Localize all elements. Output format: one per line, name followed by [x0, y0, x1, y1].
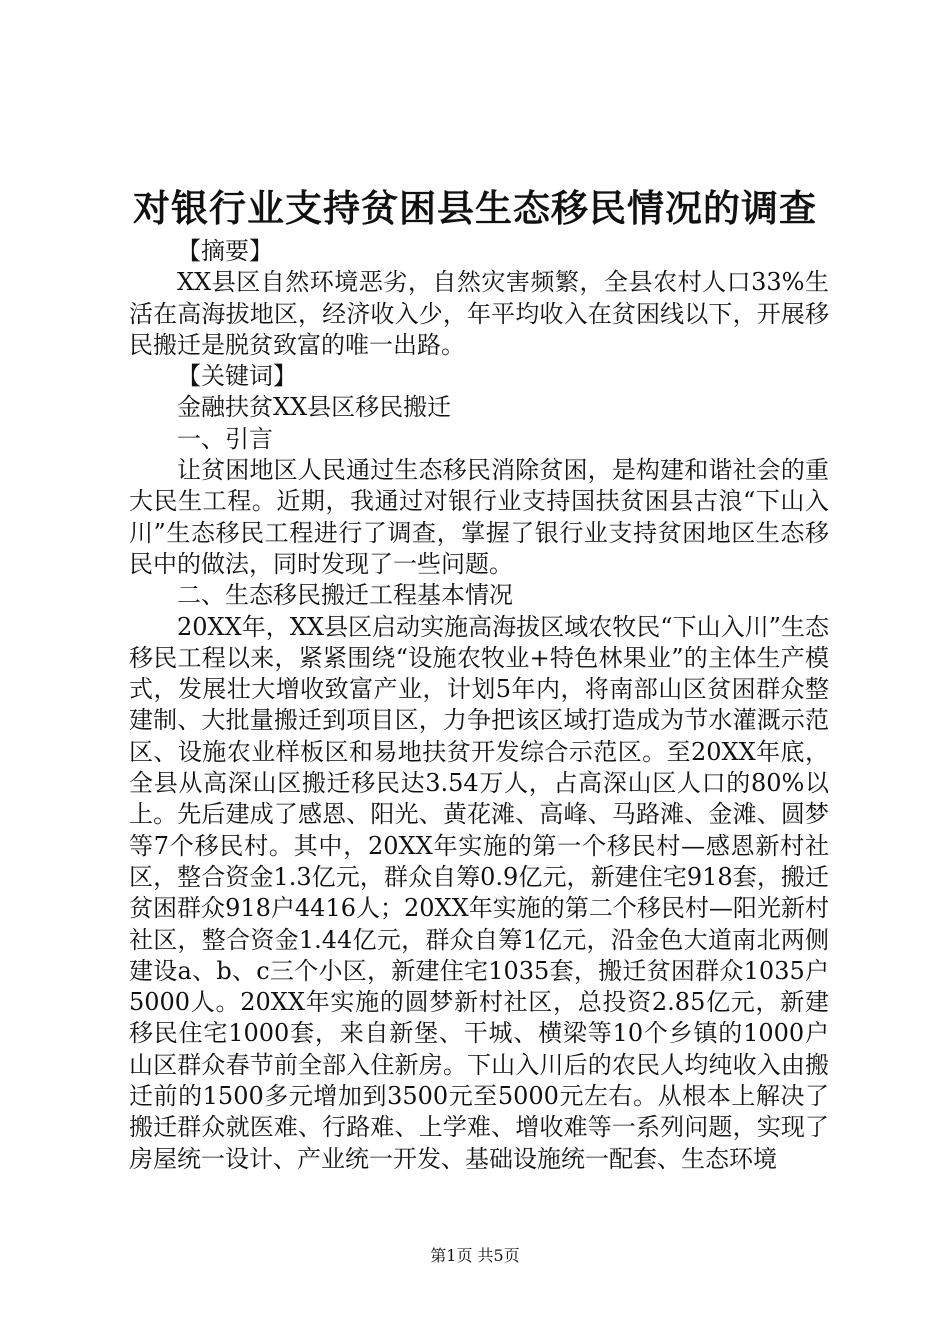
- introduction-paragraph: 让贫困地区人民通过生态移民消除贫困，是构建和谐社会的重大民生工程。近期，我通过对银行业支持国扶贫困县古浪“下山入川”生态移民工程进行了调查，掌握了银行业支持贫困地区生态移民中的做法，同时发现了一些问题。: [129, 456, 829, 578]
- document-body: [129, 236, 829, 1175]
- page-footer: 第1页 共5页: [430, 1246, 520, 1265]
- keywords-heading: 【关键词】: [177, 362, 297, 391]
- section-heading-introduction: 一、引言: [177, 424, 273, 453]
- section-heading-basic-situation: 二、生态移民搬迁工程基本情况: [177, 581, 513, 610]
- basic-situation-paragraph: 20XX年，XX县区启动实施高海拔区域农牧民“下山入川”生态移民工程以来，紧紧围绕“设施农牧业+特色林果业”的主体生产模式，发展壮大增收致富产业，计划5年内，将南部山区贫困群众整建制、大批量搬迁到项目区，力争把该区域打造成为节水灌溉示范区、设施农业样板区和易地扶贫开发综合示范区。至20XX年底，全县从高深山区搬迁移民达3.54万人，占高深山区人口的80%以上。先后建成了感恩、阳光、黄花滩、高峰、马路滩、金滩、圆梦等7个移民村。其中，20XX年实施的第一个移民村—感恩新村社区，整合资金1.3亿元，群众自筹0.9亿元，新建住宅918套，搬迁贫困群众918户4416人；20XX年实施的第二个移民村—阳光新村社区，整合资金1.44亿元，群众自筹1亿元，沿金色大道南北两侧建设a、b、c三个小区，新建住宅1035套，搬迁贫困群众1035户5000人。20XX年实施的圆梦新村社区，总投资2.85亿元，新建移民住宅1000套，来自新堡、干城、横梁等10个乡镇的1000户山区群众春节前全部入住新房。下山入川后的农民人均纯收入由搬迁前的1500多元增加到3500元至5000元左右。从根本上解决了搬迁群众就医难、行路难、上学难、增收难等一系列问题，实现了房屋统一设计、产业统一开发、基础设施统一配套、生态环境: [129, 612, 829, 1173]
- keywords-paragraph: 金融扶贫XX县区移民搬迁: [177, 393, 452, 422]
- abstract-paragraph: XX县区自然环境恶劣，自然灾害频繁，全县农村人口33%生活在高海拔地区，经济收入少，年平均收入在贫困线以下，开展移民搬迁是脱贫致富的唯一出路。: [129, 268, 829, 359]
- document-title: 对银行业支持贫困县生态移民情况的调查: [133, 186, 817, 230]
- abstract-heading: 【摘要】: [177, 237, 273, 265]
